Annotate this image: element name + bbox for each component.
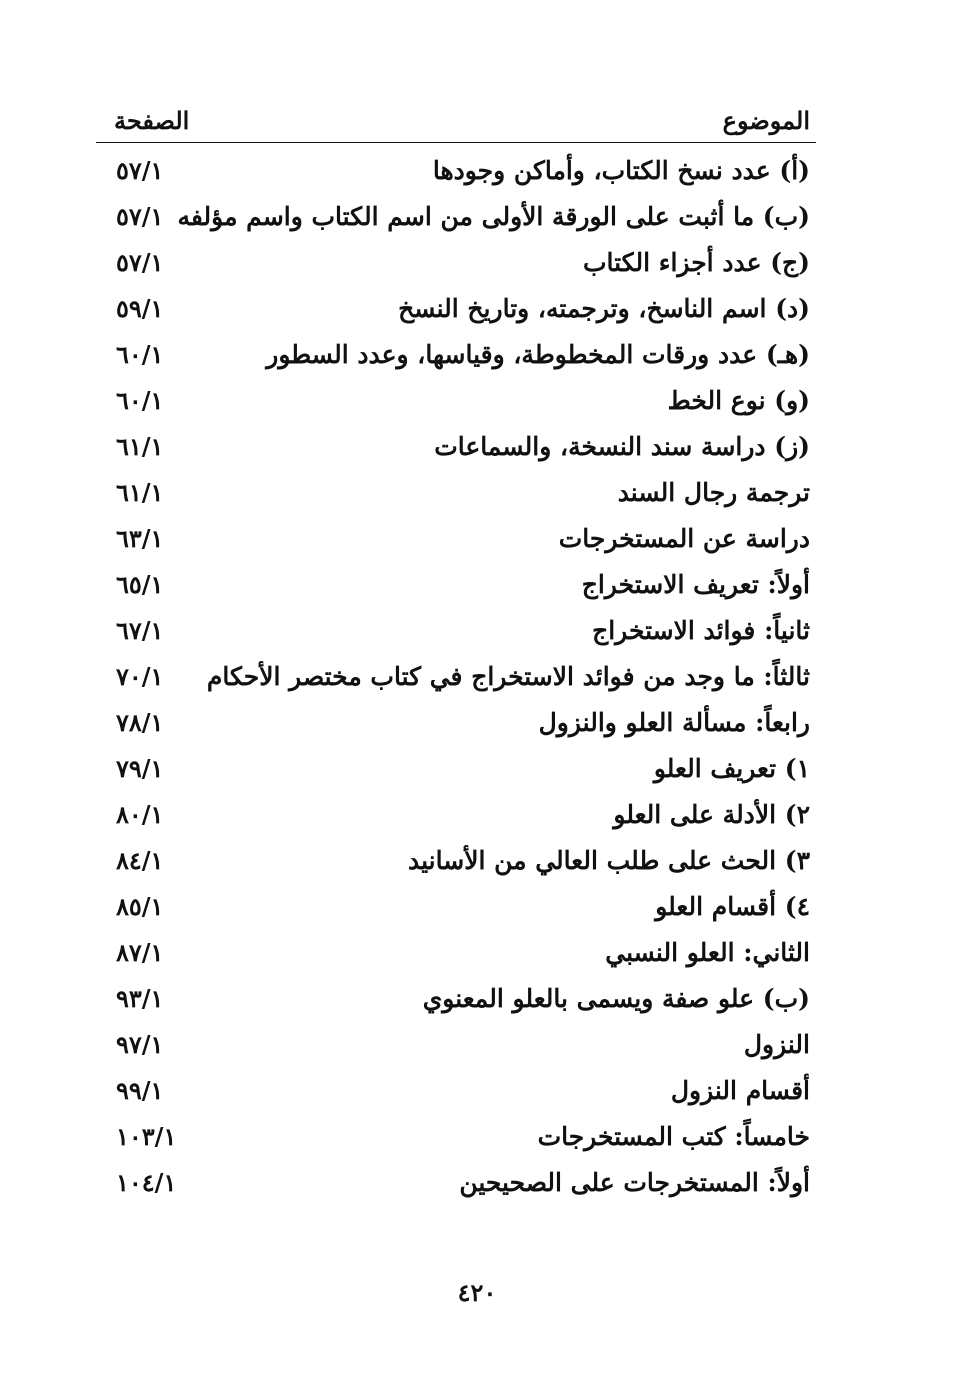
toc-entry-page: ٨٠/١: [116, 800, 164, 829]
toc-entry-page: ٦٣/١: [116, 524, 164, 553]
toc-entry: [96, 424, 816, 470]
toc-entry: [96, 194, 816, 240]
toc-entry: [96, 1114, 816, 1160]
toc-entry-title: الثاني: العلو النسبي: [605, 938, 810, 967]
toc-entry-title: (ب) ما أثبت على الورقة الأولى من اسم الكتاب واسم مؤلفه: [177, 202, 810, 231]
toc-entry-title: (د) اسم الناسخ، وترجمته، وتاريخ النسخ: [398, 294, 810, 323]
toc-entry: [96, 976, 816, 1022]
toc-entry-title: دراسة عن المستخرجات: [558, 524, 810, 553]
toc-entry-title: (أ) عدد نسخ الكتاب، وأماكن وجودها: [432, 156, 810, 185]
toc-entry-title: (هـ) عدد ورقات المخطوطة، وقياسها، وعدد السطور: [266, 340, 810, 369]
toc-entry: [96, 608, 816, 654]
toc-entry-page: ٩٣/١: [116, 984, 164, 1013]
toc-entry: [96, 700, 816, 746]
toc-entry: [96, 792, 816, 838]
page-column-heading: الصفحة: [114, 106, 190, 135]
toc-entry-page: ٥٧/١: [116, 248, 164, 277]
toc-entry-title: ١) تعريف العلو: [653, 754, 810, 783]
toc-entry: [96, 332, 816, 378]
toc-header: [96, 106, 816, 143]
toc-entry-page: ١٠٣/١: [116, 1122, 177, 1151]
toc-entry-page: ٦٧/١: [116, 616, 164, 645]
toc-entry-page: ٧٠/١: [116, 662, 164, 691]
toc-entry-page: ٥٧/١: [116, 156, 164, 185]
toc-entry-page: ٩٩/١: [116, 1076, 164, 1105]
toc-entry-page: ٦٠/١: [116, 386, 164, 415]
toc-entry-title: خامساً: كتب المستخرجات: [537, 1122, 810, 1151]
toc-entry-title: النزول: [743, 1030, 810, 1059]
toc-entry-page: ٥٩/١: [116, 294, 164, 323]
toc-entry-title: أقسام النزول: [670, 1076, 810, 1105]
toc-entry-page: ٩٧/١: [116, 1030, 164, 1059]
toc-entry-title: أولاً: تعريف الاستخراج: [581, 570, 810, 599]
toc-entry-title: ٤) أقسام العلو: [655, 892, 810, 921]
toc-entry-title: رابعاً: مسألة العلو والنزول: [538, 708, 810, 737]
toc-entry-page: ٧٩/١: [116, 754, 164, 783]
toc-entry-page: ٨٧/١: [116, 938, 164, 967]
toc-entry-title: ترجمة رجال السند: [617, 478, 810, 507]
toc-entry-page: ٦٥/١: [116, 570, 164, 599]
toc-entry: [96, 746, 816, 792]
toc-entry-page: ٨٥/١: [116, 892, 164, 921]
toc-entry: [96, 1160, 816, 1206]
toc-entry-title: ٣) الحث على طلب العالي من الأسانيد: [408, 846, 810, 875]
toc-entry: [96, 884, 816, 930]
toc-entry-page: ٦٠/١: [116, 340, 164, 369]
toc-list: [96, 148, 816, 1206]
toc-entry-page: ٦١/١: [116, 432, 164, 461]
toc-entry-title: ٢) الأدلة على العلو: [613, 800, 810, 829]
toc-entry: [96, 240, 816, 286]
toc-entry: [96, 654, 816, 700]
topic-column-heading: الموضوع: [722, 106, 810, 135]
toc-entry-page: ٦١/١: [116, 478, 164, 507]
toc-entry: [96, 1068, 816, 1114]
toc-entry-page: ١٠٤/١: [116, 1168, 177, 1197]
toc-entry: [96, 838, 816, 884]
toc-entry-title: (ب) علو صفة ويسمى بالعلو المعنوي: [422, 984, 810, 1013]
toc-entry-title: ثانياً: فوائد الاستخراج: [592, 616, 810, 645]
toc-entry-page: ٧٨/١: [116, 708, 164, 737]
toc-entry: [96, 562, 816, 608]
toc-entry-page: ٥٧/١: [116, 202, 164, 231]
toc-entry: [96, 1022, 816, 1068]
toc-entry: [96, 516, 816, 562]
toc-entry: [96, 148, 816, 194]
toc-entry-page: ٨٤/١: [116, 846, 164, 875]
toc-entry-title: أولاً: المستخرجات على الصحيحين: [459, 1168, 810, 1197]
page-number: ٤٢٠: [457, 1278, 497, 1307]
toc-entry: [96, 930, 816, 976]
toc-entry: [96, 286, 816, 332]
toc-entry: [96, 470, 816, 516]
toc-entry-title: (ج) عدد أجزاء الكتاب: [582, 248, 810, 277]
toc-entry-title: (و) نوع الخط: [667, 386, 810, 415]
toc-entry-title: (ز) دراسة سند النسخة، والسماعات: [434, 432, 810, 461]
toc-entry: [96, 378, 816, 424]
toc-entry-title: ثالثاً: ما وجد من فوائد الاستخراج في كتاب مختصر الأحكام: [206, 662, 810, 691]
